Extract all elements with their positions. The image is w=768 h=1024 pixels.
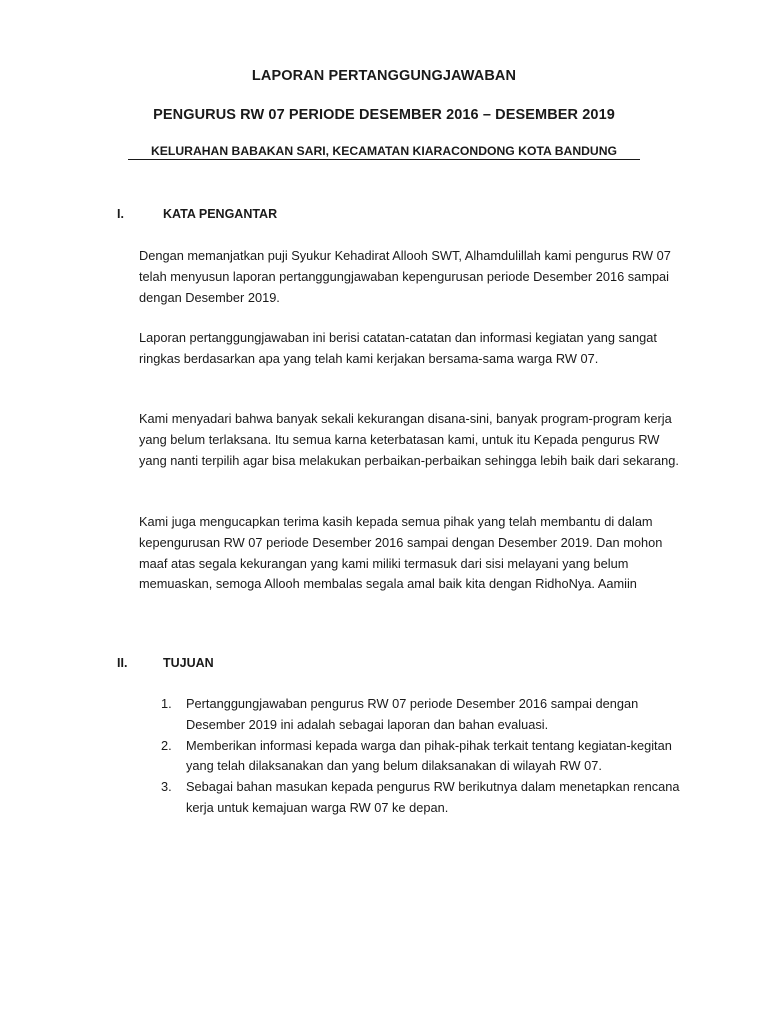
section-heading-kata-pengantar: [117, 207, 277, 221]
list-item-text: Memberikan informasi kepada warga dan pihak-pihak terkait tentang kegiatan-kegitan yang telah dilaksanakan dan yang belum dilaksanakan di wilayah RW 07.: [186, 737, 672, 774]
section-number: II.: [117, 656, 128, 670]
list-item-text: Pertanggungjawaban pengurus RW 07 periode Desember 2016 sampai dengan Desember 2019 ini adalah sebagai laporan dan bahan evaluasi.: [186, 696, 639, 732]
objectives-list: [139, 694, 684, 819]
list-item: [139, 736, 684, 778]
section-number: I.: [117, 207, 124, 221]
list-item: [139, 694, 684, 736]
list-marker: 3.: [161, 779, 172, 795]
paragraph: Dengan memanjatkan puji Syukur Kehadirat Allooh SWT, Alhamdulillah kami pengurus RW 07 telah menyusun laporan pertanggungjawaban kepengurusan periode Desember 2016 sampai dengan Desember 2019.: [139, 248, 671, 305]
document-subtitle-period: PENGURUS RW 07 PERIODE DESEMBER 2016 – DESEMBER 2019: [153, 107, 615, 123]
list-marker: 1.: [161, 696, 172, 711]
list-item: [139, 777, 684, 819]
section-title: KATA PENGANTAR: [163, 207, 278, 221]
paragraph: Kami juga mengucapkan terima kasih kepada semua pihak yang telah membantu di dalam kepengurusan RW 07 periode Desember 2016 sampai dengan Desember 2019. Dan mohon maaf atas segala kekurangan yang kami miliki termasuk dari sisi melayani yang belum memuaskan, semoga Allooh membalas segala amal baik kita dengan RidhoNya. Aamiin: [139, 514, 663, 592]
list-marker: 2.: [161, 737, 172, 753]
document-location: KELURAHAN BABAKAN SARI, KECAMATAN KIARACONDONG KOTA BANDUNG: [128, 144, 640, 160]
paragraph: Kami menyadari bahwa banyak sekali kekurangan disana-sini, banyak program-program kerja yang belum terlaksana. Itu semua karna keterbatasan kami, untuk itu Kepada pengurus RW yang nanti terpilih agar bisa melakukan perbaikan-perbaikan sehingga lebih baik dari sekarang.: [139, 411, 679, 468]
section-title: TUJUAN: [163, 656, 214, 670]
section-heading-tujuan: [117, 656, 214, 670]
paragraph: Laporan pertanggungjawaban ini berisi catatan-catatan dan informasi kegiatan yang sangat ringkas berdasarkan apa yang telah kami kerjakan bersama-sama warga RW 07.: [139, 330, 657, 366]
list-item-text: Sebagai bahan masukan kepada pengurus RW berikutnya dalam menetapkan rencana kerja untuk kemajuan warga RW 07 ke depan.: [186, 779, 680, 815]
document-title: LAPORAN PERTANGGUNGJAWABAN: [251, 68, 517, 84]
